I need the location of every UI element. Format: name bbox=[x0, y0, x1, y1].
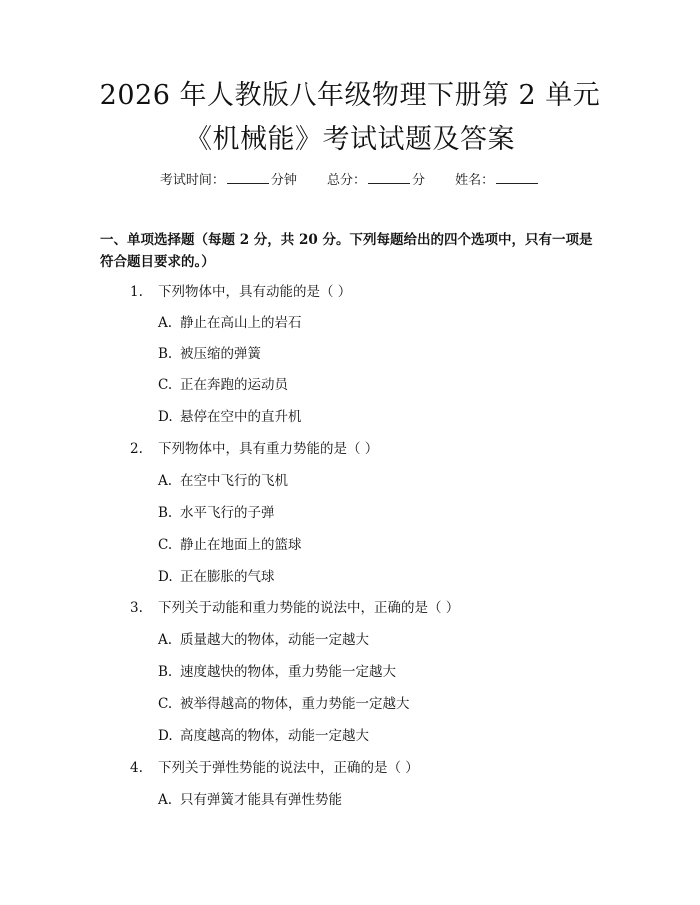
student-name-blank bbox=[496, 172, 538, 184]
document-title: 2026 年人教版八年级物理下册第 2 单元《机械能》考试试题及答案 bbox=[99, 80, 601, 155]
total-score-blank bbox=[368, 172, 410, 184]
option-4a bbox=[158, 790, 342, 810]
question-number: 4. bbox=[130, 760, 143, 776]
question-text: 下列物体中，具有重力势能的是（ ） bbox=[158, 441, 379, 457]
option-text: 正在膨胀的气球 bbox=[180, 569, 275, 585]
option-letter: D. bbox=[158, 728, 173, 744]
exam-time-label: 考试时间： bbox=[159, 173, 225, 188]
option-letter: D. bbox=[158, 409, 173, 425]
question-number: 3. bbox=[130, 600, 143, 616]
option-letter: C. bbox=[158, 537, 173, 553]
question-text: 下列关于动能和重力势能的说法中，正确的是（ ） bbox=[158, 600, 460, 616]
option-letter: C. bbox=[158, 696, 173, 712]
total-score bbox=[327, 173, 425, 188]
option-letter: A. bbox=[158, 315, 173, 331]
option-letter: B. bbox=[158, 505, 173, 521]
question-text: 下列物体中，具有动能的是（ ） bbox=[158, 284, 352, 300]
option-2c bbox=[158, 535, 302, 555]
option-3c bbox=[158, 694, 410, 714]
question-2 bbox=[130, 439, 378, 459]
question-4 bbox=[130, 758, 419, 778]
question-number: 1. bbox=[130, 284, 143, 300]
option-text: 静止在高山上的岩石 bbox=[180, 315, 302, 331]
exam-info-line bbox=[0, 169, 700, 188]
option-letter: D. bbox=[158, 569, 173, 585]
option-letter: C. bbox=[158, 377, 173, 393]
option-letter: B. bbox=[158, 346, 173, 362]
option-letter: A. bbox=[158, 473, 173, 489]
option-text: 在空中飞行的飞机 bbox=[180, 473, 288, 489]
question-1 bbox=[130, 282, 351, 302]
option-1a bbox=[158, 313, 302, 333]
question-3 bbox=[130, 598, 459, 618]
option-1d bbox=[158, 407, 302, 427]
question-number: 2. bbox=[130, 441, 143, 457]
option-text: 被举得越高的物体，重力势能一定越大 bbox=[180, 696, 410, 712]
option-1b bbox=[158, 344, 261, 364]
student-name-label: 姓名： bbox=[455, 173, 495, 188]
option-letter: A. bbox=[158, 632, 173, 648]
question-text: 下列关于弹性势能的说法中，正确的是（ ） bbox=[158, 760, 419, 776]
option-text: 水平飞行的子弹 bbox=[180, 505, 275, 521]
option-3d bbox=[158, 726, 369, 746]
option-text: 质量越大的物体，动能一定越大 bbox=[180, 632, 369, 648]
option-3b bbox=[158, 662, 396, 682]
total-score-unit: 分 bbox=[412, 173, 426, 188]
student-name bbox=[455, 173, 540, 188]
exam-time-unit: 分钟 bbox=[270, 173, 297, 188]
option-2b bbox=[158, 503, 275, 523]
exam-time-blank bbox=[227, 172, 269, 184]
total-score-label: 总分： bbox=[326, 173, 366, 188]
option-text: 正在奔跑的运动员 bbox=[180, 377, 288, 393]
option-text: 速度越快的物体，重力势能一定越大 bbox=[180, 664, 396, 680]
option-text: 静止在地面上的篮球 bbox=[180, 537, 302, 553]
option-text: 只有弹簧才能具有弹性势能 bbox=[180, 792, 342, 808]
exam-time bbox=[160, 173, 297, 188]
option-text: 悬停在空中的直升机 bbox=[180, 409, 302, 425]
option-letter: A. bbox=[158, 792, 173, 808]
option-1c bbox=[158, 375, 288, 395]
option-letter: B. bbox=[158, 664, 173, 680]
option-text: 被压缩的弹簧 bbox=[180, 346, 261, 362]
option-3a bbox=[158, 630, 369, 650]
option-text: 高度越高的物体，动能一定越大 bbox=[180, 728, 369, 744]
option-2d bbox=[158, 567, 275, 587]
section-heading: 一、单项选择题（每题 2 分，共 20 分。下列每题给出的四个选项中，只有一项是符合题目要求的。） bbox=[100, 232, 593, 270]
option-2a bbox=[158, 471, 288, 491]
